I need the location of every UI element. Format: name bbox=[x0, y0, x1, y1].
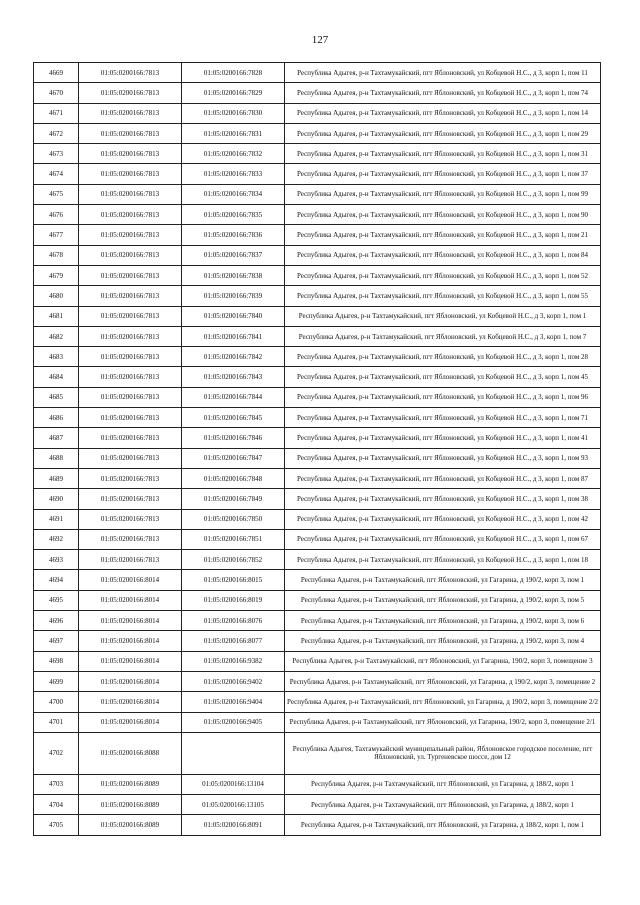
table-row bbox=[34, 631, 601, 651]
parent-cadastral-number-cell: 01:05:0200166:7813 bbox=[79, 468, 182, 488]
row-number-cell: 4700 bbox=[34, 692, 79, 712]
cadastral-number-cell: 01:05:0200166:13105 bbox=[182, 795, 285, 815]
parent-cadastral-number-cell: 01:05:0200166:8088 bbox=[79, 732, 182, 774]
row-number-cell: 4701 bbox=[34, 712, 79, 732]
cadastral-number-cell: 01:05:0200166:13104 bbox=[182, 774, 285, 794]
cadastral-number-cell: 01:05:0200166:7850 bbox=[182, 509, 285, 529]
cadastral-number-cell: 01:05:0200166:7841 bbox=[182, 326, 285, 346]
cadastral-number-cell: 01:05:0200166:9405 bbox=[182, 712, 285, 732]
table-row bbox=[34, 795, 601, 815]
parent-cadastral-number-cell: 01:05:0200166:7813 bbox=[79, 529, 182, 549]
parent-cadastral-number-cell: 01:05:0200166:7813 bbox=[79, 63, 182, 83]
cadastral-number-cell: 01:05:0200166:7829 bbox=[182, 83, 285, 103]
row-number-cell: 4686 bbox=[34, 408, 79, 428]
address-cell: Республика Адыгея, р-н Тахтамукайский, пгт Яблоновский, ул Кобцевой Н.С., д 3, корп 1, пом 90 bbox=[285, 205, 601, 225]
table-row bbox=[34, 448, 601, 468]
address-cell: Республика Адыгея, р-н Тахтамукайский, пгт Яблоновский, ул Кобцевой Н.С., д 3, корп 1, пом 21 bbox=[285, 225, 601, 245]
row-number-cell: 4696 bbox=[34, 611, 79, 631]
parent-cadastral-number-cell: 01:05:0200166:7813 bbox=[79, 123, 182, 143]
row-number-cell: 4699 bbox=[34, 671, 79, 691]
cadastral-number-cell: 01:05:0200166:7831 bbox=[182, 123, 285, 143]
row-number-cell: 4681 bbox=[34, 306, 79, 326]
table-row bbox=[34, 103, 601, 123]
parent-cadastral-number-cell: 01:05:0200166:7813 bbox=[79, 509, 182, 529]
table-row bbox=[34, 347, 601, 367]
cadastral-number-cell: 01:05:0200166:7840 bbox=[182, 306, 285, 326]
address-cell: Республика Адыгея, р-н Тахтамукайский, пгт Яблоновский, ул Кобцевой Н.С., д 3, корп 1, пом 28 bbox=[285, 347, 601, 367]
address-cell: Республика Адыгея, р-н Тахтамукайский, пгт Яблоновский, ул Кобцевой Н.С., д 3, корп 1, пом 14 bbox=[285, 103, 601, 123]
parent-cadastral-number-cell: 01:05:0200166:7813 bbox=[79, 489, 182, 509]
cadastral-number-cell: 01:05:0200166:7835 bbox=[182, 205, 285, 225]
table-row bbox=[34, 265, 601, 285]
parent-cadastral-number-cell: 01:05:0200166:8014 bbox=[79, 631, 182, 651]
table-row bbox=[34, 205, 601, 225]
row-number-cell: 4698 bbox=[34, 651, 79, 671]
row-number-cell: 4684 bbox=[34, 367, 79, 387]
parent-cadastral-number-cell: 01:05:0200166:7813 bbox=[79, 205, 182, 225]
parent-cadastral-number-cell: 01:05:0200166:8089 bbox=[79, 795, 182, 815]
cadastral-number-cell: 01:05:0200166:7844 bbox=[182, 387, 285, 407]
parent-cadastral-number-cell: 01:05:0200166:7813 bbox=[79, 347, 182, 367]
parent-cadastral-number-cell: 01:05:0200166:7813 bbox=[79, 286, 182, 306]
address-cell: Республика Адыгея, р-н Тахтамукайский, пгт Яблоновский, ул Кобцевой Н.С., д 3, корп 1, пом 11 bbox=[285, 63, 601, 83]
cadastral-number-cell: 01:05:0200166:8015 bbox=[182, 570, 285, 590]
parent-cadastral-number-cell: 01:05:0200166:8014 bbox=[79, 651, 182, 671]
address-cell: Республика Адыгея, р-н Тахтамукайский, пгт Яблоновский, ул Кобцевой Н.С., д 3, корп 1, пом 99 bbox=[285, 184, 601, 204]
cadastral-number-cell: 01:05:0200166:7838 bbox=[182, 265, 285, 285]
parent-cadastral-number-cell: 01:05:0200166:8014 bbox=[79, 611, 182, 631]
table-row bbox=[34, 144, 601, 164]
row-number-cell: 4703 bbox=[34, 774, 79, 794]
row-number-cell: 4688 bbox=[34, 448, 79, 468]
parent-cadastral-number-cell: 01:05:0200166:7813 bbox=[79, 367, 182, 387]
cadastral-number-cell: 01:05:0200166:8091 bbox=[182, 815, 285, 835]
address-cell: Республика Адыгея, р-н Тахтамукайский, пгт Яблоновский, ул Кобцевой Н.С., д 3, корп 1, пом 67 bbox=[285, 529, 601, 549]
cadastral-number-cell: 01:05:0200166:7842 bbox=[182, 347, 285, 367]
cadastral-number-cell: 01:05:0200166:7847 bbox=[182, 448, 285, 468]
table-row bbox=[34, 509, 601, 529]
address-cell: Республика Адыгея, р-н Тахтамукайский, пгт Яблоновский, ул Гагарина, д 190/2, корп 3, помещение 2/2 bbox=[285, 692, 601, 712]
address-cell: Республика Адыгея, р-н Тахтамукайский, пгт Яблоновский, ул Кобцевой Н.С., д 3, корп 1, пом 41 bbox=[285, 428, 601, 448]
table-row bbox=[34, 83, 601, 103]
parent-cadastral-number-cell: 01:05:0200166:7813 bbox=[79, 144, 182, 164]
parent-cadastral-number-cell: 01:05:0200166:8014 bbox=[79, 590, 182, 610]
address-cell: Республика Адыгея, р-н Тахтамукайский, пгт Яблоновский, ул Гагарина, д 190/2, корп 3, помещение 2 bbox=[285, 671, 601, 691]
row-number-cell: 4683 bbox=[34, 347, 79, 367]
address-cell: Республика Адыгея, р-н Тахтамукайский, пгт Яблоновский, ул Гагарина, д 190/2, корп 3, пом 4 bbox=[285, 631, 601, 651]
row-number-cell: 4685 bbox=[34, 387, 79, 407]
cadastral-number-cell: 01:05:0200166:7832 bbox=[182, 144, 285, 164]
parent-cadastral-number-cell: 01:05:0200166:7813 bbox=[79, 225, 182, 245]
table-row bbox=[34, 123, 601, 143]
table-row bbox=[34, 326, 601, 346]
parent-cadastral-number-cell: 01:05:0200166:7813 bbox=[79, 326, 182, 346]
address-cell: Республика Адыгея, р-н Тахтамукайский, пгт Яблоновский, ул Кобцевой Н.С., д 3, корп 1, пом 31 bbox=[285, 144, 601, 164]
cadastral-number-cell: 01:05:0200166:7839 bbox=[182, 286, 285, 306]
parent-cadastral-number-cell: 01:05:0200166:7813 bbox=[79, 306, 182, 326]
address-cell: Республика Адыгея, р-н Тахтамукайский, пгт Яблоновский, ул Кобцевой Н.С., д 3, корп 1, пом 29 bbox=[285, 123, 601, 143]
table-row bbox=[34, 529, 601, 549]
address-cell: Республика Адыгея, р-н Тахтамукайский, пгт Яблоновский, ул Гагарина, д 188/2, корп 1 bbox=[285, 795, 601, 815]
row-number-cell: 4669 bbox=[34, 63, 79, 83]
parent-cadastral-number-cell: 01:05:0200166:8014 bbox=[79, 671, 182, 691]
table-row bbox=[34, 245, 601, 265]
table-row bbox=[34, 611, 601, 631]
row-number-cell: 4689 bbox=[34, 468, 79, 488]
parent-cadastral-number-cell: 01:05:0200166:7813 bbox=[79, 245, 182, 265]
cadastral-number-cell: 01:05:0200166:7843 bbox=[182, 367, 285, 387]
cadastral-number-cell: 01:05:0200166:8076 bbox=[182, 611, 285, 631]
cadastral-number-cell: 01:05:0200166:7851 bbox=[182, 529, 285, 549]
parent-cadastral-number-cell: 01:05:0200166:8014 bbox=[79, 570, 182, 590]
cadastral-number-cell: 01:05:0200166:7846 bbox=[182, 428, 285, 448]
address-cell: Республика Адыгея, р-н Тахтамукайский, пгт Яблоновский, ул Кобцевой Н.С., д 3, корп 1, пом 55 bbox=[285, 286, 601, 306]
row-number-cell: 4674 bbox=[34, 164, 79, 184]
address-cell: Республика Адыгея, р-н Тахтамукайский, пгт Яблоновский, ул Кобцевой Н.С., д 3, корп 1, пом 74 bbox=[285, 83, 601, 103]
cadastral-number-cell: 01:05:0200166:7836 bbox=[182, 225, 285, 245]
cadastral-number-cell: 01:05:0200166:7833 bbox=[182, 164, 285, 184]
row-number-cell: 4702 bbox=[34, 732, 79, 774]
cadastral-number-cell: 01:05:0200166:9404 bbox=[182, 692, 285, 712]
parent-cadastral-number-cell: 01:05:0200166:7813 bbox=[79, 428, 182, 448]
cadastral-number-cell: 01:05:0200166:7834 bbox=[182, 184, 285, 204]
table-row bbox=[34, 489, 601, 509]
parent-cadastral-number-cell: 01:05:0200166:8089 bbox=[79, 774, 182, 794]
table-row bbox=[34, 468, 601, 488]
row-number-cell: 4705 bbox=[34, 815, 79, 835]
parent-cadastral-number-cell: 01:05:0200166:7813 bbox=[79, 408, 182, 428]
parent-cadastral-number-cell: 01:05:0200166:8014 bbox=[79, 692, 182, 712]
address-cell: Республика Адыгея, р-н Тахтамукайский, пгт Яблоновский, ул Гагарина, д 188/2, корп 1 bbox=[285, 774, 601, 794]
parent-cadastral-number-cell: 01:05:0200166:7813 bbox=[79, 387, 182, 407]
address-cell: Республика Адыгея, р-н Тахтамукайский, пгт Яблоновский, ул Кобцевой Н.С., д 3, корп 1, пом 38 bbox=[285, 489, 601, 509]
row-number-cell: 4677 bbox=[34, 225, 79, 245]
address-cell: Республика Адыгея, Тахтамукайский муниципальный район, Яблоновское городское поселение, пгт Яблоновский, ул. Тургеневское шоссе, дом 12 bbox=[285, 732, 601, 774]
table-row bbox=[34, 774, 601, 794]
address-cell: Республика Адыгея, р-н Тахтамукайский, пгт Яблоновский, ул Гагарина, д 190/2, корп 3, пом 6 bbox=[285, 611, 601, 631]
row-number-cell: 4694 bbox=[34, 570, 79, 590]
parent-cadastral-number-cell: 01:05:0200166:7813 bbox=[79, 550, 182, 570]
address-cell: Республика Адыгея, р-н Тахтамукайский, пгт Яблоновский, ул Кобцевой Н.С., д 3, корп 1, пом 96 bbox=[285, 387, 601, 407]
row-number-cell: 4673 bbox=[34, 144, 79, 164]
address-cell: Республика Адыгея, р-н Тахтамукайский, пгт Яблоновский, ул Гагарина, 190/2, корп 3, помещение 2/1 bbox=[285, 712, 601, 732]
address-cell: Республика Адыгея, р-н Тахтамукайский, пгт Яблоновский, ул Кобцевой Н.С., д 3, корп 1, пом 7 bbox=[285, 326, 601, 346]
cadastral-number-cell: 01:05:0200166:8077 bbox=[182, 631, 285, 651]
table-row bbox=[34, 651, 601, 671]
row-number-cell: 4695 bbox=[34, 590, 79, 610]
table-row bbox=[34, 712, 601, 732]
row-number-cell: 4678 bbox=[34, 245, 79, 265]
cadastral-number-cell bbox=[182, 732, 285, 774]
address-cell: Республика Адыгея, р-н Тахтамукайский, пгт Яблоновский, ул Кобцевой Н.С., д 3, корп 1, пом 45 bbox=[285, 367, 601, 387]
cadastral-number-cell: 01:05:0200166:7837 bbox=[182, 245, 285, 265]
address-cell: Республика Адыгея, р-н Тахтамукайский, пгт Яблоновский, ул Кобцевой Н.С., д 3, корп 1, пом 87 bbox=[285, 468, 601, 488]
address-cell: Республика Адыгея, р-н Тахтамукайский, пгт Яблоновский, ул Кобцевой Н.С., д 3, корп 1, пом 84 bbox=[285, 245, 601, 265]
cadastral-number-cell: 01:05:0200166:8019 bbox=[182, 590, 285, 610]
cadastral-number-cell: 01:05:0200166:7845 bbox=[182, 408, 285, 428]
address-cell: Республика Адыгея, р-н Тахтамукайский, пгт Яблоновский, ул Гагарина, 190/2, корп 3, помещение 3 bbox=[285, 651, 601, 671]
parent-cadastral-number-cell: 01:05:0200166:7813 bbox=[79, 184, 182, 204]
table-row bbox=[34, 570, 601, 590]
cadastral-number-cell: 01:05:0200166:7828 bbox=[182, 63, 285, 83]
parent-cadastral-number-cell: 01:05:0200166:7813 bbox=[79, 103, 182, 123]
row-number-cell: 4680 bbox=[34, 286, 79, 306]
address-cell: Республика Адыгея, р-н Тахтамукайский, пгт Яблоновский, ул Гагарина, д 190/2, корп 3, пом 1 bbox=[285, 570, 601, 590]
table-row bbox=[34, 428, 601, 448]
table-row bbox=[34, 408, 601, 428]
address-cell: Республика Адыгея, р-н Тахтамукайский, пгт Яблоновский, ул Кобцевой Н.С., д 3, корп 1, пом 37 bbox=[285, 164, 601, 184]
table-row bbox=[34, 387, 601, 407]
row-number-cell: 4675 bbox=[34, 184, 79, 204]
parent-cadastral-number-cell: 01:05:0200166:7813 bbox=[79, 265, 182, 285]
cadastral-number-cell: 01:05:0200166:9402 bbox=[182, 671, 285, 691]
parent-cadastral-number-cell: 01:05:0200166:8014 bbox=[79, 712, 182, 732]
table-row bbox=[34, 306, 601, 326]
row-number-cell: 4691 bbox=[34, 509, 79, 529]
row-number-cell: 4690 bbox=[34, 489, 79, 509]
table-body bbox=[34, 63, 601, 836]
parent-cadastral-number-cell: 01:05:0200166:7813 bbox=[79, 83, 182, 103]
address-cell: Республика Адыгея, р-н Тахтамукайский, пгт Яблоновский, ул Кобцевой Н.С., д 3, корп 1, пом 52 bbox=[285, 265, 601, 285]
address-cell: Республика Адыгея, р-н Тахтамукайский, пгт Яблоновский, ул Гагарина, д 190/2, корп 3, пом 5 bbox=[285, 590, 601, 610]
table-row bbox=[34, 286, 601, 306]
row-number-cell: 4692 bbox=[34, 529, 79, 549]
table-row bbox=[34, 225, 601, 245]
table-row bbox=[34, 550, 601, 570]
parent-cadastral-number-cell: 01:05:0200166:7813 bbox=[79, 164, 182, 184]
row-number-cell: 4670 bbox=[34, 83, 79, 103]
page-number: 127 bbox=[311, 34, 329, 46]
table-row bbox=[34, 732, 601, 774]
row-number-cell: 4671 bbox=[34, 103, 79, 123]
address-cell: Республика Адыгея, р-н Тахтамукайский, пгт Яблоновский, ул Кобцевой Н.С., д 3, корп 1, пом 42 bbox=[285, 509, 601, 529]
table-row bbox=[34, 671, 601, 691]
table-row bbox=[34, 590, 601, 610]
table-row bbox=[34, 367, 601, 387]
address-cell: Республика Адыгея, р-н Тахтамукайский, пгт Яблоновский, ул Кобцевой Н.С., д 3, корп 1, пом 71 bbox=[285, 408, 601, 428]
table-row bbox=[34, 692, 601, 712]
address-cell: Республика Адыгея, р-н Тахтамукайский, пгт Яблоновский, ул Кобцевой Н.С., д 3, корп 1, пом 93 bbox=[285, 448, 601, 468]
table-row bbox=[34, 184, 601, 204]
row-number-cell: 4682 bbox=[34, 326, 79, 346]
cadastral-number-cell: 01:05:0200166:7852 bbox=[182, 550, 285, 570]
row-number-cell: 4679 bbox=[34, 265, 79, 285]
address-cell: Республика Адыгея, р-н Тахтамукайский, пгт Яблоновский, ул Кобцевой Н.С., д 3, корп 1, пом 1 bbox=[285, 306, 601, 326]
table-row bbox=[34, 815, 601, 835]
row-number-cell: 4672 bbox=[34, 123, 79, 143]
row-number-cell: 4697 bbox=[34, 631, 79, 651]
row-number-cell: 4687 bbox=[34, 428, 79, 448]
cadastral-number-cell: 01:05:0200166:9382 bbox=[182, 651, 285, 671]
row-number-cell: 4693 bbox=[34, 550, 79, 570]
row-number-cell: 4704 bbox=[34, 795, 79, 815]
parent-cadastral-number-cell: 01:05:0200166:8089 bbox=[79, 815, 182, 835]
address-cell: Республика Адыгея, р-н Тахтамукайский, пгт Яблоновский, ул Кобцевой Н.С., д 3, корп 1, пом 18 bbox=[285, 550, 601, 570]
parent-cadastral-number-cell: 01:05:0200166:7813 bbox=[79, 448, 182, 468]
cadastral-number-cell: 01:05:0200166:7849 bbox=[182, 489, 285, 509]
cadastral-table bbox=[33, 62, 601, 836]
table-row bbox=[34, 63, 601, 83]
table-row bbox=[34, 164, 601, 184]
cadastral-number-cell: 01:05:0200166:7830 bbox=[182, 103, 285, 123]
address-cell: Республика Адыгея, р-н Тахтамукайский, пгт Яблоновский, ул Гагарина, д 188/2, корп 1, пом 1 bbox=[285, 815, 601, 835]
cadastral-number-cell: 01:05:0200166:7848 bbox=[182, 468, 285, 488]
row-number-cell: 4676 bbox=[34, 205, 79, 225]
